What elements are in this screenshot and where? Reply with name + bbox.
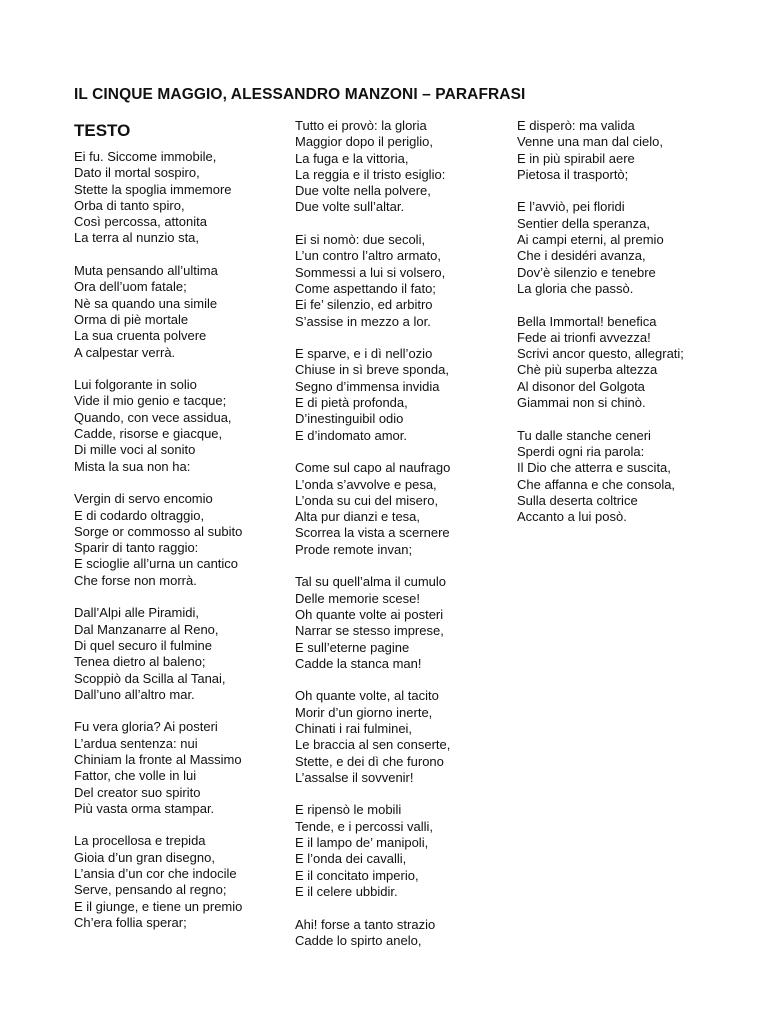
poem-line: Chiuse in sì breve sponda, <box>295 362 449 378</box>
stanza <box>74 491 242 589</box>
poem-line: Mista la sua non ha: <box>74 458 191 474</box>
section-heading: TESTO <box>74 121 131 140</box>
poem-line: Delle memorie scese! <box>295 590 420 606</box>
poem-line: Lui folgorante in solio <box>74 377 197 393</box>
stanza <box>295 460 450 558</box>
poem-line: E sull’eterne pagine <box>295 639 410 655</box>
poem-line: Scoppiò da Scilla al Tanai, <box>74 670 226 686</box>
poem-line: Nè sa quando una simile <box>74 295 218 311</box>
poem-line: Sparir di tanto raggio: <box>74 540 199 556</box>
stanza <box>295 232 450 330</box>
poem-line: Due volte sull’altar. <box>295 199 405 215</box>
poem-line: Dal Manzanarre al Reno, <box>74 621 219 637</box>
poem-line: E l’avviò, pei floridi <box>517 199 625 215</box>
poem-line: Chinati i rai fulminei, <box>295 720 413 736</box>
poem-line: Quando, con vece assidua, <box>74 409 232 425</box>
poem-line: Dall’Alpi alle Piramidi, <box>74 605 199 621</box>
poem-line: Segno d’immensa invidia <box>295 378 440 394</box>
poem-line: Morir d’un giorno inerte, <box>295 704 433 720</box>
poem-line: Maggior dopo il periglio, <box>295 134 434 150</box>
poem-line: Sperdi ogni ria parola: <box>517 443 645 459</box>
poem-line: Del creator suo spirito <box>74 784 201 800</box>
poem-line: Che affanna e che consola, <box>517 476 676 492</box>
poem-column-1 <box>74 149 242 948</box>
poem-line: Di quel securo il fulmine <box>74 637 213 653</box>
stanza <box>295 118 450 216</box>
poem-line: Più vasta orma stampar. <box>74 800 215 816</box>
poem-line: Come sul capo al naufrago <box>295 460 451 476</box>
poem-line: Ei fe’ silenzio, ed arbitro <box>295 297 433 313</box>
poem-line: S’assise in mezzo a lor. <box>295 313 431 329</box>
stanza <box>295 346 450 444</box>
poem-line: Pietosa il trasportò; <box>517 166 629 182</box>
poem-line: Dall’uno all’altro mar. <box>74 686 195 702</box>
poem-line: Prode remote invan; <box>295 541 413 557</box>
stanza <box>517 428 684 526</box>
poem-line: E in più spirabil aere <box>517 150 635 166</box>
poem-line: Oh quante volte ai posteri <box>295 606 444 622</box>
poem-line: Orba di tanto spiro, <box>74 197 185 213</box>
poem-line: Chè più superba altezza <box>517 362 658 378</box>
poem-line: Narrar se stesso imprese, <box>295 623 444 639</box>
poem-line: Vide il mio genio e tacque; <box>74 393 227 409</box>
poem-column-2 <box>295 118 450 965</box>
poem-line: Fu vera gloria? Ai posteri <box>74 719 218 735</box>
poem-line: Ai campi eterni, al premio <box>517 232 664 248</box>
poem-line: E il celere ubbidir. <box>295 883 398 899</box>
poem-line: E sparve, e i dì nell’ozio <box>295 346 433 362</box>
poem-line: La reggia e il tristo esiglio: <box>295 166 446 182</box>
poem-line: E l’onda dei cavalli, <box>295 851 407 867</box>
poem-line: L’ansia d’un cor che indocile <box>74 866 237 882</box>
poem-line: Giammai non si chinò. <box>517 395 646 411</box>
stanza <box>74 149 242 247</box>
poem-line: Di mille voci al sonito <box>74 442 196 458</box>
poem-line: E d’indomato amor. <box>295 427 408 443</box>
poem-line: L’ardua sentenza: nui <box>74 735 198 751</box>
poem-line: Sommessi a lui si volsero, <box>295 264 446 280</box>
poem-line: Cadde, risorse e giacque, <box>74 426 223 442</box>
poem-line: Scrivi ancor questo, allegrati; <box>517 346 684 362</box>
poem-line: Stette, e dei dì che furono <box>295 753 444 769</box>
poem-line: La gloria che passò. <box>517 280 634 296</box>
poem-line: Orma di piè mortale <box>74 311 189 327</box>
poem-line: Sorge or commosso al subito <box>74 523 243 539</box>
poem-line: Come aspettando il fato; <box>295 280 436 296</box>
poem-line: Così percossa, attonita <box>74 214 207 230</box>
poem-line: E il concitato imperio, <box>295 867 419 883</box>
poem-line: Chiniam la fronte al Massimo <box>74 751 242 767</box>
poem-line: Accanto a lui posò. <box>517 509 627 525</box>
poem-line: Sulla deserta coltrice <box>517 492 638 508</box>
poem-line: A calpestar verrà. <box>74 344 176 360</box>
poem-line: Tal su quell’alma il cumulo <box>295 574 447 590</box>
poem-line: Al disonor del Golgota <box>517 378 645 394</box>
poem-line: Ch’era follia sperar; <box>74 914 187 930</box>
stanza <box>74 263 242 361</box>
poem-line: Venne una man dal cielo, <box>517 134 663 150</box>
poem-line: Tu dalle stanche ceneri <box>517 427 651 443</box>
document-title: IL CINQUE MAGGIO, ALESSANDRO MANZONI – PARAFRASI <box>74 86 526 103</box>
poem-line: Tutto ei provò: la gloria <box>295 118 427 133</box>
poem-line: E di pietà profonda, <box>295 395 408 411</box>
poem-line: Tende, e i percossi valli, <box>295 818 434 834</box>
poem-line: Oh quante volte, al tacito <box>295 688 439 704</box>
poem-line: Scorrea la vista a scernere <box>295 525 450 541</box>
poem-line: L’onda su cui del misero, <box>295 492 439 508</box>
poem-line: Fattor, che volle in lui <box>74 768 197 784</box>
poem-line: Vergin di servo encomio <box>74 491 213 507</box>
stanza <box>295 917 450 950</box>
poem-line: E scioglie all’urna un cantico <box>74 556 239 572</box>
poem-line: Ora dell’uom fatale; <box>74 279 187 295</box>
poem-line: Fede ai trionfi avvezza! <box>517 329 651 345</box>
poem-line: Sentier della speranza, <box>517 215 650 231</box>
stanza <box>295 802 450 900</box>
poem-line: Ei fu. Siccome immobile, <box>74 149 217 164</box>
stanza <box>74 377 242 475</box>
poem-line: E il giunge, e tiene un premio <box>74 898 243 914</box>
poem-line: Il Dio che atterra e suscita, <box>517 460 671 476</box>
poem-line: L’onda s’avvolve e pesa, <box>295 476 437 492</box>
poem-line: Muta pensando all’ultima <box>74 263 218 279</box>
poem-line: Gioia d’un gran disegno, <box>74 849 215 865</box>
poem-line: E il lampo de’ manipoli, <box>295 835 429 851</box>
poem-line: D’inestinguibil odio <box>295 411 404 427</box>
poem-line: Cadde la stanca man! <box>295 655 422 671</box>
poem-line: Che i desidéri avanza, <box>517 248 646 264</box>
poem-line: La procellosa e trepida <box>74 833 206 849</box>
stanza <box>517 199 684 297</box>
poem-line: Alta pur dianzi e tesa, <box>295 509 421 525</box>
poem-line: Le braccia al sen conserte, <box>295 737 451 753</box>
stanza <box>74 719 242 817</box>
stanza <box>517 314 684 412</box>
poem-line: Dato il mortal sospiro, <box>74 165 200 181</box>
poem-line: La fuga e la vittoria, <box>295 150 409 166</box>
poem-line: E disperò: ma valida <box>517 118 635 133</box>
poem-line: L’un contro l’altro armato, <box>295 248 441 264</box>
stanza <box>295 688 450 786</box>
poem-line: Cadde lo spirto anelo, <box>295 932 422 948</box>
poem-line: Due volte nella polvere, <box>295 183 431 199</box>
poem-line: Bella Immortal! benefica <box>517 313 657 329</box>
poem-line: Dov’è silenzio e tenebre <box>517 264 656 280</box>
stanza <box>74 833 242 931</box>
poem-line: E ripensò le mobili <box>295 802 402 818</box>
stanza <box>74 605 242 703</box>
poem-line: La terra al nunzio sta, <box>74 230 200 246</box>
poem-line: Serve, pensando al regno; <box>74 882 227 898</box>
poem-line: E di codardo oltraggio, <box>74 507 205 523</box>
poem-line: Tenea dietro al baleno; <box>74 654 206 670</box>
poem-line: Ei si nomò: due secoli, <box>295 232 426 248</box>
stanza <box>295 574 450 672</box>
poem-column-3 <box>517 118 684 542</box>
poem-line: Ahi! forse a tanto strazio <box>295 916 436 932</box>
poem-line: La sua cruenta polvere <box>74 328 207 344</box>
poem-line: Stette la spoglia immemore <box>74 181 232 197</box>
poem-line: Che forse non morrà. <box>74 572 197 588</box>
poem-line: L’assalse il sovvenir! <box>295 769 414 785</box>
stanza <box>517 118 684 183</box>
